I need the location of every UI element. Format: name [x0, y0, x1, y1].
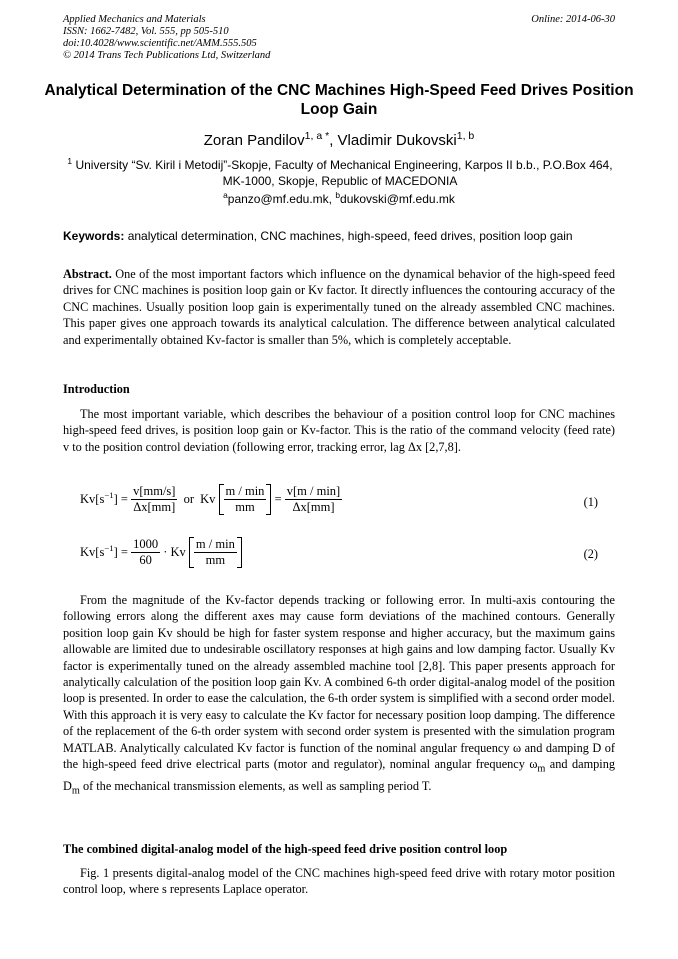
author-affiliation-mark: 1, b: [456, 130, 475, 142]
eq-fraction: [285, 484, 342, 515]
abstract-label: Abstract.: [63, 267, 112, 281]
affiliation-mark: 1: [67, 156, 73, 166]
subscript: m: [537, 763, 546, 775]
eq-numerator: 1000: [133, 537, 159, 551]
equation-2: [80, 537, 242, 568]
eq-unit-fraction: [224, 484, 267, 515]
doi-line: doi:10.4028/www.scientific.net/AMM.555.505: [63, 38, 257, 49]
abstract-text: One of the most important factors which influence on the dynamical behavior of the high-speed feed drives for CNC machines is position loop gain or Kv factor. It directly influences the contouring accuracy of the CNC machines. Usually position loop gain is experimentally tuned on the already assembled CNC machines. This paper gives one approach towards its analytical calculation. The difference between analytical calculated and experimentally obtained Kv-factor is smaller than 5%, which is completely acceptable.: [63, 267, 615, 347]
symbol-omega: ω: [529, 757, 538, 772]
eq-exponent: −1: [104, 489, 114, 500]
keywords-label: Keywords:: [63, 229, 125, 243]
keywords: [63, 229, 623, 243]
email-mark: a: [223, 190, 228, 200]
eq-numerator: v[m / min]: [286, 484, 341, 498]
author-separator: ,: [329, 132, 338, 149]
paragraph-text: of the mechanical transmission elements, as well as sampling period T.: [79, 778, 432, 793]
email-separator: ,: [328, 192, 336, 206]
eq-numerator: m / min: [195, 537, 235, 551]
eq-lhs-close: ] =: [113, 492, 128, 506]
section-heading: Introduction: [63, 382, 130, 396]
eq-equals: =: [274, 492, 282, 506]
email-link[interactable]: panzo@mf.edu.mk: [227, 192, 329, 206]
eq-denominator: mm: [235, 500, 255, 514]
eq-lhs-close: ] =: [113, 545, 128, 559]
eq-fraction: [131, 484, 177, 515]
eq-numerator: m / min: [225, 484, 265, 498]
eq-lhs: Kv[s: [80, 545, 105, 559]
equation-number: (2): [583, 547, 598, 561]
eq-fraction: [131, 537, 160, 568]
eq-kv: Kv: [200, 492, 216, 506]
body-paragraph: [63, 592, 615, 800]
email-mark: b: [335, 190, 341, 200]
eq-or: or: [183, 492, 194, 506]
body-paragraph: Fig. 1 presents digital-analog model of the CNC machines high-speed feed drive with rotary motor position control loop, where s represents Laplace operator.: [63, 866, 615, 897]
keywords-text: analytical determination, CNC machines, high-speed, feed drives, position loop gain: [124, 229, 573, 243]
eq-kv: · Kv: [163, 545, 186, 559]
eq-numerator: v[mm/s]: [133, 484, 176, 498]
paragraph-text: From the magnitude of the Kv-factor depends tracking or following error. In multi-axis contouring the following errors along the different axes may cause form deviations of the machined contours. Generally position loop gain Kv should be high for faster system response and higher accuracy, but the maximum gains allowable are limited due to undesirable oscillatory responses at high gains and low damping factor. Usually Kv factor is experimentally tuned on the already assembled machine tool [2,8]. This paper presents approach for analytically calculation of the position loop gain Kv. A combined 6-th order digital-analog model of the position loop is presented. In order to ease the calculation, the 6-th order system is simplified with a second order model. With this approach it is very easy to calculate the Kv factor for necessary position loop damping. The difference of the replacement of the 6-th order system with second order system is presented with the simulation program MATLAB. Analytically calculated Kv factor is function of the nominal angular frequency ω and damping D of the high-speed feed drive electrical parts (motor and regulator), nominal angular frequency: [63, 593, 615, 772]
eq-lhs: Kv[s: [80, 492, 105, 506]
symbol-d: D: [63, 778, 72, 793]
abstract: [63, 266, 615, 348]
author-name: Zoran Pandilov: [203, 132, 305, 149]
eq-denominator: Δx[mm]: [292, 500, 335, 514]
section-heading: The combined digital-analog model of the high-speed feed drive position control loop: [63, 842, 508, 856]
paragraph-text: and damping: [545, 757, 616, 772]
journal-name: Applied Mechanics and Materials: [63, 14, 206, 25]
equation-1: [80, 484, 342, 515]
eq-denominator: 60: [139, 553, 152, 567]
subscript: m: [71, 785, 80, 797]
body-paragraph: The most important variable, which describes the behaviour of a position control loop for CNC machines high-speed feed drives, is position loop gain or Kv-factor. This is the ratio of the command velocity (feed rate) v to the position control deviation (following error, tracking error, lag Δx [2,7,8].: [63, 407, 615, 454]
author-name: Vladimir Dukovski: [337, 132, 457, 149]
issn-line: ISSN: 1662-7482, Vol. 555, pp 505-510: [63, 26, 229, 37]
email-line: [0, 192, 678, 206]
running-header: [63, 14, 270, 62]
affiliation: [62, 157, 618, 189]
eq-exponent: −1: [104, 542, 114, 553]
eq-denominator: Δx[mm]: [133, 500, 176, 514]
affiliation-text: University “Sv. Kiril i Metodij”-Skopje, Faculty of Mechanical Engineering, Karpos II b.b., P.O.Box 464, MK-1000, Skopje, Republic of MACEDONIA: [75, 158, 613, 188]
eq-unit-bracket: [219, 484, 272, 515]
copyright-line: © 2014 Trans Tech Publications Ltd, Switzerland: [63, 50, 271, 61]
author-affiliation-mark: 1, a *: [304, 130, 330, 142]
eq-unit-bracket: [189, 537, 242, 568]
author-list: [0, 132, 678, 149]
eq-unit-fraction: [194, 537, 237, 568]
online-date: Online: 2014-06-30: [531, 14, 615, 25]
email-link[interactable]: dukovski@mf.edu.mk: [340, 192, 455, 206]
eq-denominator: mm: [205, 553, 226, 567]
equation-number: (1): [583, 495, 598, 509]
paper-title: Analytical Determination of the CNC Machines High-Speed Feed Drives Position Loop Gain: [44, 82, 634, 118]
